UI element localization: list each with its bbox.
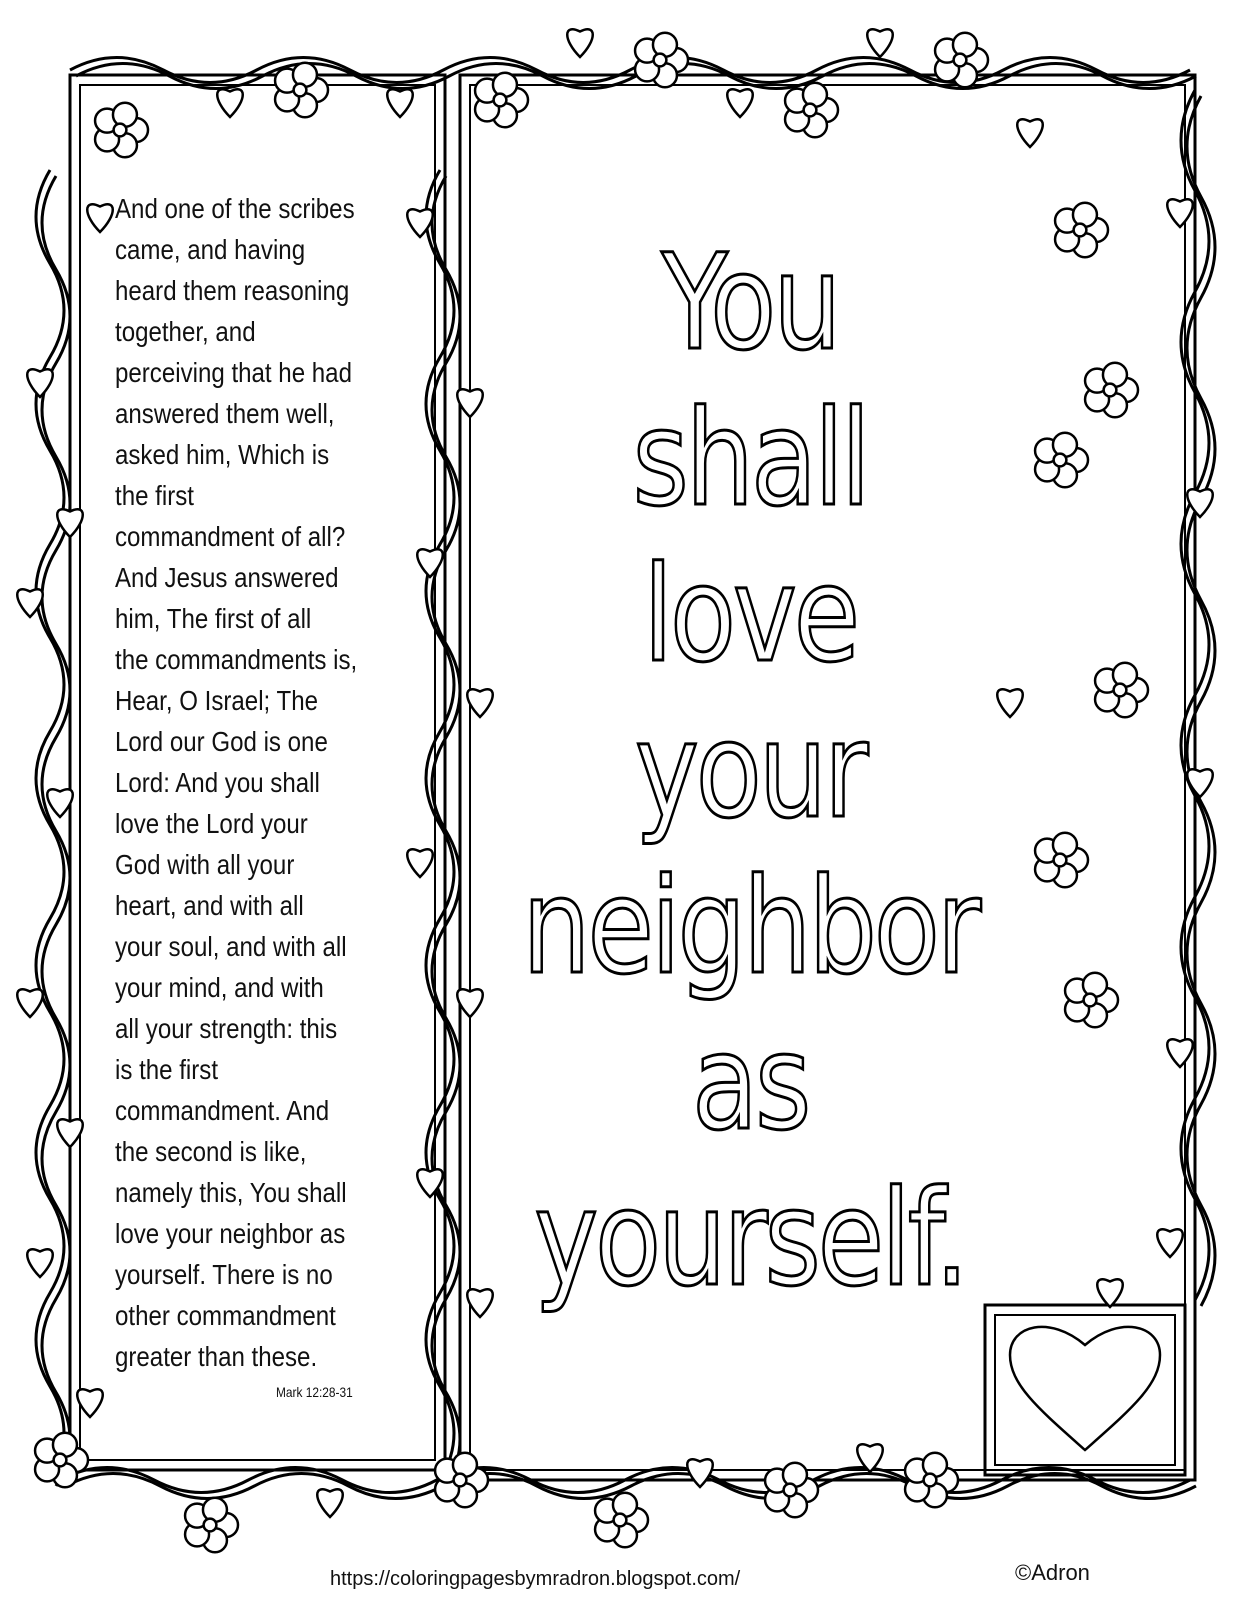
verse-line: the first — [115, 480, 194, 511]
flower-icon — [1095, 663, 1148, 717]
verse-line: heart, and with all — [115, 890, 304, 921]
leaf-icon — [387, 89, 413, 117]
verse-line: answered them well, — [115, 398, 335, 429]
verse-line: is the first — [115, 1054, 219, 1085]
flower-icon — [1065, 973, 1118, 1027]
leaf-icon — [687, 1459, 713, 1487]
verse-line: asked him, Which is — [115, 439, 330, 470]
leaf-icon — [1017, 119, 1043, 147]
leaf-icon — [1167, 1039, 1193, 1067]
leaf-icon — [217, 89, 243, 117]
leaf-icon — [1097, 1279, 1123, 1307]
verse-line: yourself. There is no — [115, 1259, 333, 1290]
verse-line: love your neighbor as — [115, 1218, 346, 1249]
vine-icon — [36, 170, 64, 1480]
title-word: your — [634, 694, 866, 848]
verse-line: came, and having — [115, 234, 306, 265]
flower-icon — [275, 63, 328, 117]
flower-icon — [1035, 433, 1088, 487]
verse-line: commandment. And — [115, 1095, 330, 1126]
leaf-icon — [87, 204, 113, 232]
leaf-icon — [1167, 199, 1193, 227]
verse-line: your soul, and with all — [115, 931, 347, 962]
verse-line: namely this, You shall — [115, 1177, 347, 1208]
flower-icon — [435, 1453, 488, 1507]
flower-icon — [1055, 203, 1108, 257]
verse-line: Lord: And you shall — [115, 767, 320, 798]
leaf-icon — [27, 1249, 53, 1277]
title-word: as — [691, 1006, 809, 1160]
verse-line: your mind, and with — [115, 972, 324, 1003]
scripture-passage — [115, 188, 435, 1377]
leaf-icon — [1157, 1229, 1183, 1257]
title-word: yourself. — [534, 1162, 966, 1316]
verse-line: And Jesus answered — [115, 562, 339, 593]
verse-line: God with all your — [115, 849, 295, 880]
leaf-icon — [1187, 489, 1213, 517]
leaf-icon — [77, 1389, 103, 1417]
copyright-label: ©Adron — [1015, 1560, 1090, 1585]
verse-line: greater than these. — [115, 1341, 318, 1372]
title-word: neighbor — [522, 850, 978, 1004]
scripture-reference: Mark 12:28-31 — [276, 1384, 353, 1400]
verse-line: other commandment — [115, 1300, 336, 1331]
verse-line: the commandments is, — [115, 644, 358, 675]
verse-line: heard them reasoning — [115, 275, 350, 306]
flower-icon — [1085, 363, 1138, 417]
heart-box-inner — [995, 1315, 1175, 1465]
title-word: love — [643, 538, 857, 692]
flower-icon — [1035, 833, 1088, 887]
verse-line: commandment of all? — [115, 521, 346, 552]
leaf-icon — [567, 29, 593, 57]
flower-icon — [95, 103, 148, 157]
leaf-icon — [17, 989, 43, 1017]
flower-icon — [785, 83, 838, 137]
flower-icon — [475, 73, 528, 127]
verse-line: Lord our God is one — [115, 726, 328, 757]
leaf-icon — [27, 369, 53, 397]
main-verse-title — [470, 225, 1030, 1317]
verse-line: perceiving that he had — [115, 357, 352, 388]
flower-icon — [635, 33, 688, 87]
heart-icon — [1010, 1327, 1160, 1450]
title-word: shall — [632, 382, 868, 536]
verse-line: all your strength: this — [115, 1013, 338, 1044]
verse-line: him, The first of all — [115, 603, 312, 634]
leaf-icon — [1187, 769, 1213, 797]
leaf-icon — [57, 509, 83, 537]
title-word: You — [661, 226, 839, 380]
verse-line: the second is like, — [115, 1136, 307, 1167]
leaf-icon — [57, 1119, 83, 1147]
leaf-icon — [867, 29, 893, 57]
verse-line: And one of the scribes — [115, 193, 355, 224]
verse-line: love the Lord your — [115, 808, 308, 839]
verse-line: together, and — [115, 316, 256, 347]
flower-icon — [185, 1498, 238, 1552]
website-url: https://coloringpagesbymradron.blogspot.com/ — [330, 1568, 741, 1590]
leaf-icon — [317, 1489, 343, 1517]
leaf-icon — [727, 89, 753, 117]
flower-icon — [595, 1493, 648, 1547]
verse-line: Hear, O Israel; The — [115, 685, 318, 716]
